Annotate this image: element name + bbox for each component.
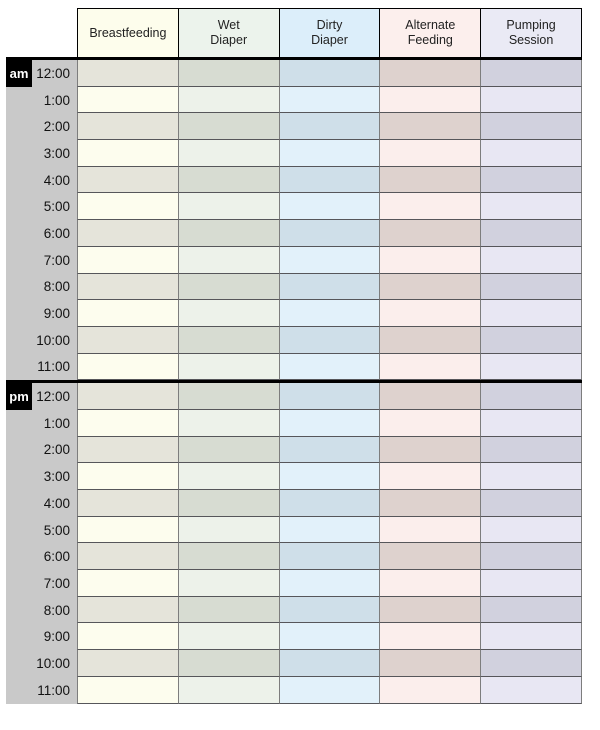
log-cell-pumping-session bbox=[481, 167, 582, 194]
table-row-pm-1200 bbox=[6, 383, 582, 410]
log-cell-dirty-diaper bbox=[280, 543, 381, 570]
log-cell-breastfeeding bbox=[77, 140, 179, 167]
log-cell-pumping-session bbox=[481, 327, 582, 354]
log-cell-pumping-session bbox=[481, 354, 582, 381]
log-cell-pumping-session bbox=[481, 463, 582, 490]
time-cell bbox=[6, 220, 77, 247]
log-cell-wet-diaper bbox=[179, 677, 280, 704]
time-label: 7:00 bbox=[43, 575, 70, 591]
time-cell bbox=[6, 517, 77, 544]
column-header-pumping-session bbox=[481, 8, 582, 57]
time-label: 9:00 bbox=[43, 629, 70, 645]
log-cell-wet-diaper bbox=[179, 193, 280, 220]
log-cell-alternate-feeding bbox=[380, 410, 481, 437]
header-row bbox=[6, 8, 582, 57]
log-cell-alternate-feeding bbox=[380, 247, 481, 274]
table-row-am-700 bbox=[6, 247, 582, 274]
log-cell-dirty-diaper bbox=[280, 623, 381, 650]
log-cell-pumping-session bbox=[481, 543, 582, 570]
am-badge: am bbox=[6, 60, 32, 87]
log-cell-breastfeeding bbox=[77, 650, 179, 677]
log-cell-alternate-feeding bbox=[380, 300, 481, 327]
log-cell-wet-diaper bbox=[179, 60, 280, 87]
time-label: 5:00 bbox=[43, 522, 70, 538]
log-cell-pumping-session bbox=[481, 113, 582, 140]
log-cell-breastfeeding bbox=[77, 167, 179, 194]
log-cell-wet-diaper bbox=[179, 274, 280, 301]
log-cell-pumping-session bbox=[481, 597, 582, 624]
table-body bbox=[6, 60, 582, 704]
log-cell-dirty-diaper bbox=[280, 167, 381, 194]
log-cell-breastfeeding bbox=[77, 570, 179, 597]
table-row-pm-1100 bbox=[6, 677, 582, 704]
table-row-pm-700 bbox=[6, 570, 582, 597]
column-header-label-line: Diaper bbox=[210, 33, 248, 47]
pm-badge: pm bbox=[6, 383, 32, 410]
log-cell-wet-diaper bbox=[179, 463, 280, 490]
log-cell-alternate-feeding bbox=[380, 327, 481, 354]
time-label: 11:00 bbox=[37, 359, 70, 375]
table-row-pm-900 bbox=[6, 623, 582, 650]
log-cell-alternate-feeding bbox=[380, 274, 481, 301]
log-cell-pumping-session bbox=[481, 193, 582, 220]
time-label: 8:00 bbox=[43, 602, 70, 618]
log-cell-breastfeeding bbox=[77, 113, 179, 140]
log-cell-alternate-feeding bbox=[380, 383, 481, 410]
column-header-wet-diaper bbox=[179, 8, 280, 57]
time-label: 12:00 bbox=[36, 65, 70, 81]
time-cell bbox=[6, 410, 77, 437]
log-cell-wet-diaper bbox=[179, 140, 280, 167]
log-cell-pumping-session bbox=[481, 60, 582, 87]
log-cell-wet-diaper bbox=[179, 410, 280, 437]
time-cell bbox=[6, 193, 77, 220]
log-cell-breastfeeding bbox=[77, 623, 179, 650]
log-cell-alternate-feeding bbox=[380, 354, 481, 381]
log-cell-dirty-diaper bbox=[280, 87, 381, 114]
table-row-am-900 bbox=[6, 300, 582, 327]
log-cell-dirty-diaper bbox=[280, 193, 381, 220]
log-cell-wet-diaper bbox=[179, 167, 280, 194]
log-cell-pumping-session bbox=[481, 410, 582, 437]
log-cell-wet-diaper bbox=[179, 623, 280, 650]
time-label: 1:00 bbox=[43, 415, 70, 431]
log-cell-dirty-diaper bbox=[280, 677, 381, 704]
log-cell-pumping-session bbox=[481, 383, 582, 410]
log-cell-wet-diaper bbox=[179, 490, 280, 517]
log-cell-pumping-session bbox=[481, 437, 582, 464]
log-cell-breastfeeding bbox=[77, 517, 179, 544]
log-cell-alternate-feeding bbox=[380, 597, 481, 624]
log-cell-breastfeeding bbox=[77, 274, 179, 301]
log-cell-breastfeeding bbox=[77, 543, 179, 570]
log-cell-pumping-session bbox=[481, 247, 582, 274]
log-cell-alternate-feeding bbox=[380, 60, 481, 87]
log-cell-wet-diaper bbox=[179, 300, 280, 327]
log-cell-wet-diaper bbox=[179, 570, 280, 597]
table-row-pm-1000 bbox=[6, 650, 582, 677]
log-cell-pumping-session bbox=[481, 490, 582, 517]
log-cell-breastfeeding bbox=[77, 300, 179, 327]
time-label: 8:00 bbox=[43, 279, 70, 295]
column-header-alternate-feeding bbox=[380, 8, 481, 57]
log-cell-breastfeeding bbox=[77, 437, 179, 464]
time-label: 7:00 bbox=[43, 252, 70, 268]
log-cell-wet-diaper bbox=[179, 327, 280, 354]
baby-log-sheet bbox=[6, 8, 582, 704]
time-label: 3:00 bbox=[43, 145, 70, 161]
log-cell-pumping-session bbox=[481, 220, 582, 247]
log-cell-breastfeeding bbox=[77, 490, 179, 517]
log-cell-wet-diaper bbox=[179, 543, 280, 570]
log-cell-dirty-diaper bbox=[280, 327, 381, 354]
column-header-label-line: Dirty bbox=[316, 18, 343, 32]
log-cell-breastfeeding bbox=[77, 383, 179, 410]
table-row-am-600 bbox=[6, 220, 582, 247]
log-cell-breastfeeding bbox=[77, 597, 179, 624]
time-cell bbox=[6, 543, 77, 570]
log-cell-pumping-session bbox=[481, 87, 582, 114]
time-label: 4:00 bbox=[43, 495, 70, 511]
log-cell-pumping-session bbox=[481, 623, 582, 650]
log-cell-dirty-diaper bbox=[280, 570, 381, 597]
log-cell-wet-diaper bbox=[179, 517, 280, 544]
column-header-label-line: Wet bbox=[217, 18, 240, 32]
log-cell-breastfeeding bbox=[77, 220, 179, 247]
log-cell-pumping-session bbox=[481, 650, 582, 677]
table-row-pm-400 bbox=[6, 490, 582, 517]
log-cell-alternate-feeding bbox=[380, 463, 481, 490]
time-cell bbox=[6, 437, 77, 464]
log-cell-dirty-diaper bbox=[280, 517, 381, 544]
time-cell bbox=[6, 623, 77, 650]
log-cell-wet-diaper bbox=[179, 247, 280, 274]
log-cell-dirty-diaper bbox=[280, 140, 381, 167]
log-cell-breastfeeding bbox=[77, 677, 179, 704]
log-cell-wet-diaper bbox=[179, 220, 280, 247]
log-cell-breastfeeding bbox=[77, 463, 179, 490]
log-cell-pumping-session bbox=[481, 140, 582, 167]
log-cell-pumping-session bbox=[481, 300, 582, 327]
log-cell-alternate-feeding bbox=[380, 87, 481, 114]
log-cell-breastfeeding bbox=[77, 60, 179, 87]
time-cell bbox=[6, 113, 77, 140]
time-label: 9:00 bbox=[43, 306, 70, 322]
column-header-dirty-diaper bbox=[280, 8, 381, 57]
log-cell-wet-diaper bbox=[179, 437, 280, 464]
log-cell-pumping-session bbox=[481, 677, 582, 704]
log-cell-alternate-feeding bbox=[380, 140, 481, 167]
time-label: 3:00 bbox=[43, 469, 70, 485]
table-row-am-500 bbox=[6, 193, 582, 220]
log-cell-alternate-feeding bbox=[380, 220, 481, 247]
log-cell-wet-diaper bbox=[179, 597, 280, 624]
log-cell-alternate-feeding bbox=[380, 167, 481, 194]
table-row-am-1200 bbox=[6, 60, 582, 87]
log-cell-alternate-feeding bbox=[380, 113, 481, 140]
time-label: 11:00 bbox=[37, 682, 70, 698]
time-cell bbox=[6, 570, 77, 597]
table-row-pm-300 bbox=[6, 463, 582, 490]
time-label: 4:00 bbox=[43, 172, 70, 188]
log-cell-breastfeeding bbox=[77, 247, 179, 274]
log-cell-wet-diaper bbox=[179, 354, 280, 381]
log-cell-dirty-diaper bbox=[280, 300, 381, 327]
log-cell-dirty-diaper bbox=[280, 247, 381, 274]
time-cell bbox=[6, 140, 77, 167]
time-cell bbox=[6, 383, 77, 410]
log-cell-alternate-feeding bbox=[380, 490, 481, 517]
time-cell bbox=[6, 60, 77, 87]
log-cell-wet-diaper bbox=[179, 87, 280, 114]
log-cell-alternate-feeding bbox=[380, 517, 481, 544]
column-header-label-line: Diaper bbox=[311, 33, 348, 47]
time-cell bbox=[6, 597, 77, 624]
log-cell-pumping-session bbox=[481, 517, 582, 544]
time-cell bbox=[6, 300, 77, 327]
table-row-am-400 bbox=[6, 167, 582, 194]
log-cell-dirty-diaper bbox=[280, 463, 381, 490]
log-cell-dirty-diaper bbox=[280, 383, 381, 410]
table-row-am-1100 bbox=[6, 354, 582, 381]
table-row-am-200 bbox=[6, 113, 582, 140]
time-label: 10:00 bbox=[36, 332, 70, 348]
column-header-label-line: Alternate bbox=[405, 18, 456, 32]
log-cell-dirty-diaper bbox=[280, 650, 381, 677]
log-cell-alternate-feeding bbox=[380, 437, 481, 464]
time-cell bbox=[6, 87, 77, 114]
log-cell-wet-diaper bbox=[179, 113, 280, 140]
table-row-am-100 bbox=[6, 87, 582, 114]
table-row-pm-500 bbox=[6, 517, 582, 544]
log-cell-dirty-diaper bbox=[280, 597, 381, 624]
column-header-breastfeeding bbox=[77, 8, 179, 57]
time-cell bbox=[6, 274, 77, 301]
time-label: 6:00 bbox=[43, 225, 70, 241]
log-cell-wet-diaper bbox=[179, 383, 280, 410]
header-spacer bbox=[6, 8, 77, 57]
column-header-label-line: Session bbox=[508, 33, 554, 47]
log-cell-pumping-session bbox=[481, 570, 582, 597]
table-row-pm-800 bbox=[6, 597, 582, 624]
log-cell-dirty-diaper bbox=[280, 274, 381, 301]
log-cell-dirty-diaper bbox=[280, 437, 381, 464]
log-cell-breastfeeding bbox=[77, 354, 179, 381]
time-cell bbox=[6, 247, 77, 274]
log-cell-dirty-diaper bbox=[280, 60, 381, 87]
time-cell bbox=[6, 463, 77, 490]
table-row-pm-200 bbox=[6, 437, 582, 464]
log-cell-alternate-feeding bbox=[380, 650, 481, 677]
time-cell bbox=[6, 354, 77, 381]
table-row-am-800 bbox=[6, 274, 582, 301]
time-cell bbox=[6, 327, 77, 354]
log-cell-pumping-session bbox=[481, 274, 582, 301]
table-row-pm-100 bbox=[6, 410, 582, 437]
table-row-am-1000 bbox=[6, 327, 582, 354]
column-header-label-line: Pumping bbox=[506, 18, 556, 32]
log-cell-alternate-feeding bbox=[380, 677, 481, 704]
log-cell-alternate-feeding bbox=[380, 570, 481, 597]
table-row-am-300 bbox=[6, 140, 582, 167]
log-cell-wet-diaper bbox=[179, 650, 280, 677]
log-cell-alternate-feeding bbox=[380, 193, 481, 220]
log-cell-dirty-diaper bbox=[280, 490, 381, 517]
time-cell bbox=[6, 650, 77, 677]
log-cell-dirty-diaper bbox=[280, 354, 381, 381]
time-cell bbox=[6, 490, 77, 517]
log-cell-dirty-diaper bbox=[280, 410, 381, 437]
time-cell bbox=[6, 167, 77, 194]
table-row-pm-600 bbox=[6, 543, 582, 570]
column-header-label-line: Feeding bbox=[407, 33, 453, 47]
time-label: 2:00 bbox=[43, 442, 70, 458]
column-header-label-line: Breastfeeding bbox=[89, 25, 167, 40]
log-cell-breastfeeding bbox=[77, 193, 179, 220]
time-label: 12:00 bbox=[36, 389, 70, 405]
log-cell-breastfeeding bbox=[77, 327, 179, 354]
log-cell-breastfeeding bbox=[77, 87, 179, 114]
log-cell-dirty-diaper bbox=[280, 113, 381, 140]
log-cell-dirty-diaper bbox=[280, 220, 381, 247]
time-label: 2:00 bbox=[43, 119, 70, 135]
time-label: 1:00 bbox=[43, 92, 70, 108]
time-label: 6:00 bbox=[43, 549, 70, 565]
log-cell-alternate-feeding bbox=[380, 623, 481, 650]
time-label: 5:00 bbox=[43, 199, 70, 215]
log-cell-alternate-feeding bbox=[380, 543, 481, 570]
time-cell bbox=[6, 677, 77, 704]
time-label: 10:00 bbox=[36, 655, 70, 671]
log-cell-breastfeeding bbox=[77, 410, 179, 437]
